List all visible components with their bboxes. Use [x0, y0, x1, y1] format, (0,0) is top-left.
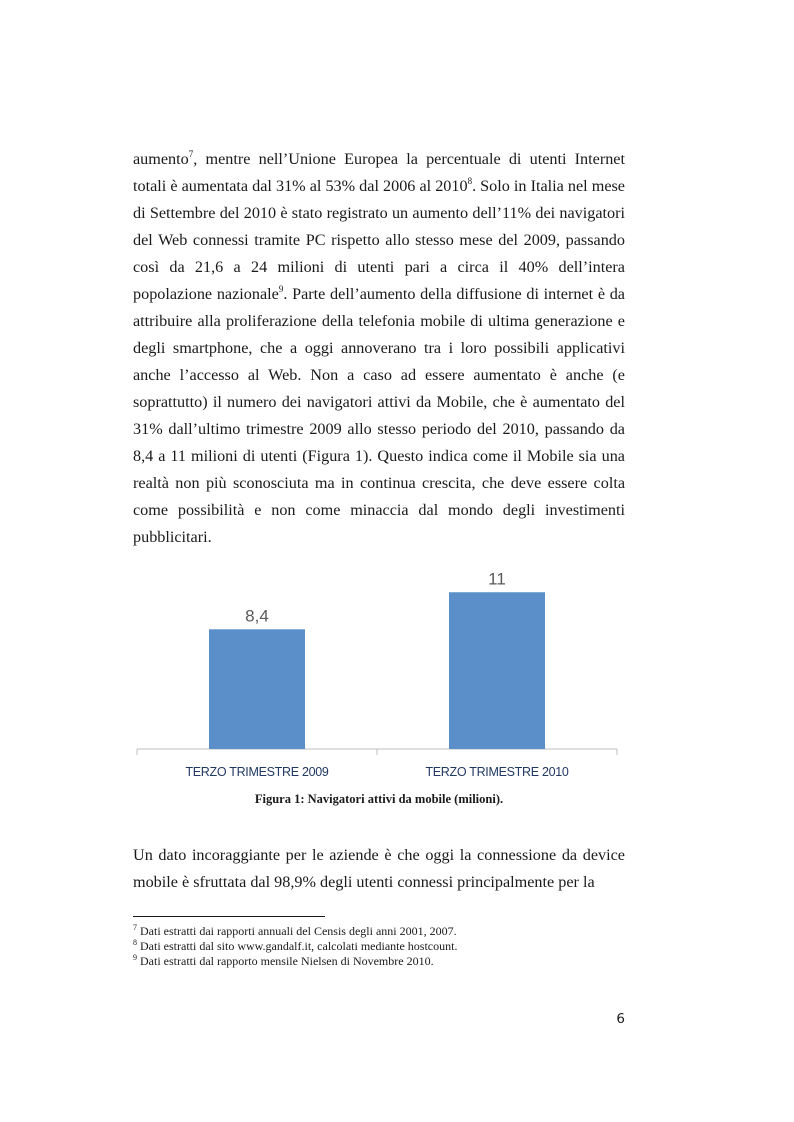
text-run: , mentre nell’Unione Europea la percentuale di utenti Internet totali è aumentata dal 31% al 53% dal 2006 al 2010 — [133, 150, 625, 195]
footnotes — [133, 924, 625, 969]
footnote-ref-8[interactable]: 8 — [467, 176, 473, 186]
text-run: . Solo in Italia nel mese di Settembre del 2010 è stato registrato un aumento dell’11% dei navigatori del Web connessi tramite PC rispetto allo stesso mese del 2009, passando così da 21,6 a 24 milioni di utenti pari a circa il 40% dell’intera popolazione nazionale — [133, 177, 625, 303]
footnote-ref-7[interactable]: 7 — [188, 149, 194, 159]
footnote-text: Dati estratti dal rapporto mensile Nielsen di Novembre 2010. — [137, 954, 434, 968]
data-label: 11 — [488, 569, 506, 589]
category-label: TERZO TRIMESTRE 2010 — [425, 765, 569, 779]
bar-2 — [449, 592, 545, 749]
paragraph-text — [133, 146, 625, 551]
bar-chart — [133, 558, 625, 790]
category-label: TERZO TRIMESTRE 2009 — [185, 765, 329, 779]
footnote-number: 7 — [133, 923, 137, 932]
page-number: 6 — [616, 1011, 625, 1027]
chart-canvas — [133, 558, 625, 790]
paragraph-text: Un dato incoraggiante per le aziende è che oggi la connessione da device mobile è sfruttata dal 98,9% degli utenti connessi principalmente per la — [133, 846, 625, 891]
footnote-text: Dati estratti dai rapporti annuali del Censis degli anni 2001, 2007. — [137, 924, 457, 938]
footnote-7 — [133, 924, 625, 939]
bar-1 — [209, 629, 305, 749]
footnote-8 — [133, 939, 625, 954]
text-run: . Parte dell’aumento della diffusione di internet è da attribuire alla proliferazione della telefonia mobile di ultima generazione e degli smartphone, che a oggi annoverano tra i loro possibili applicativi anche l’accesso al Web. Non a caso ad essere aumentato è anche (e soprattutto) il numero dei navigatori attivi da Mobile, che è aumentato del 31% dall’ultimo trimestre 2009 allo stesso periodo del 2010, passando da 8,4 a 11 milioni di utenti (Figura 1). Questo indica come il Mobile sia una realtà non più sconosciuta ma in continua crescita, che deve essere colta come possibilità e non come minaccia dal mondo degli investimenti pubblicitari. — [133, 285, 625, 546]
footnote-9 — [133, 954, 625, 969]
footnote-number: 8 — [133, 938, 137, 947]
figure-caption: Figura 1: Navigatori attivi da mobile (milioni). — [254, 792, 504, 806]
footnote-divider — [133, 916, 325, 917]
text-run: aumento — [133, 150, 189, 168]
footnote-text: Dati estratti dal sito www.gandalf.it, calcolati mediante hostcount. — [137, 939, 458, 953]
footnote-number: 9 — [133, 953, 137, 962]
footnote-ref-9[interactable]: 9 — [278, 284, 284, 294]
body-paragraph-1 — [133, 146, 625, 551]
data-label: 8,4 — [245, 606, 269, 626]
body-paragraph-2 — [133, 842, 625, 896]
